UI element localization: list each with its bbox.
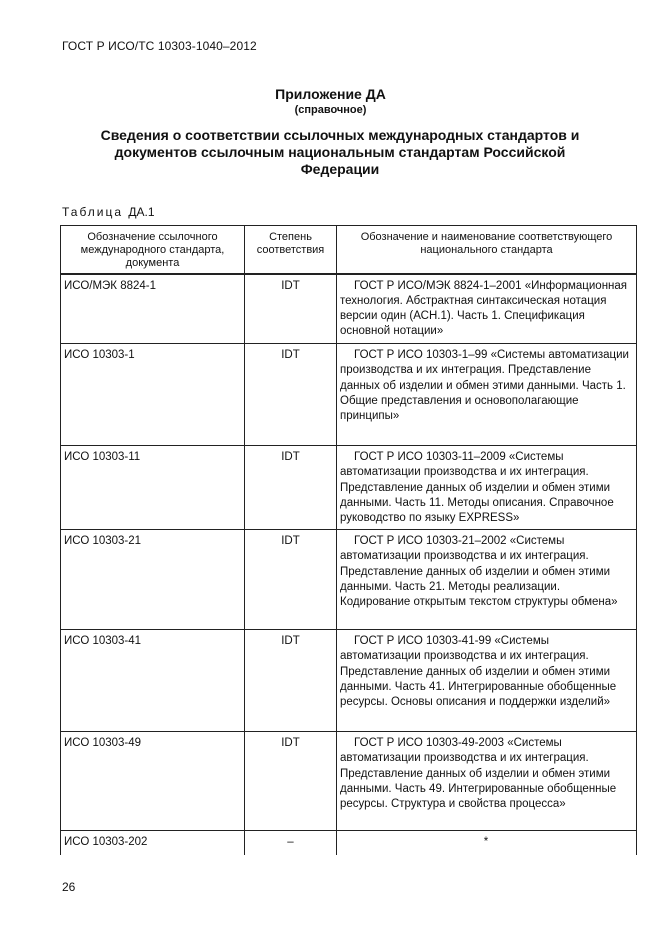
page-number: 26	[62, 880, 76, 894]
table-row	[61, 344, 637, 446]
table-caption-label: Таблица	[62, 205, 124, 219]
national-standard-text: ГОСТ Р ИСО 10303-49-2003 «Системы автоматизации производства и их интеграция. Представление данных об изделии и обмен этими данными. Часть 49. Интегрированные обобщенные ресурсы. Структура и свойства процесса»	[340, 737, 617, 811]
reference-cell: ИСО 10303-11	[61, 446, 245, 530]
degree-cell: IDT	[245, 446, 337, 530]
table-row	[61, 530, 637, 630]
national-standard-cell	[337, 732, 637, 831]
table-row	[61, 274, 637, 344]
national-standard-cell	[337, 344, 637, 446]
national-standard-text: ГОСТ Р ИСО/МЭК 8824-1–2001 «Информационная технология. Абстрактная синтаксическая нотация версии один (АСН.1). Часть 1. Спецификация основной нотации»	[340, 279, 628, 338]
national-standard-cell	[337, 630, 637, 732]
degree-cell: IDT	[245, 630, 337, 732]
column-header-reference: Обозначение ссылочного международного стандарта, документа	[61, 226, 245, 274]
table-row	[61, 446, 637, 530]
degree-cell: –	[245, 831, 337, 855]
appendix-title: Приложение ДА	[275, 86, 386, 102]
appendix-heading: Сведения о соответствии ссылочных международных стандартов и документов ссылочным национальным стандартам Российской Федерации	[100, 127, 580, 177]
reference-cell: ИСО 10303-49	[61, 732, 245, 831]
reference-cell: ИСО 10303-41	[61, 630, 245, 732]
table-row	[61, 630, 637, 732]
national-standard-cell	[337, 446, 637, 530]
reference-cell: ИСО 10303-1	[61, 344, 245, 446]
national-standard-text: ГОСТ Р ИСО 10303-11–2009 «Системы автоматизации производства и их интеграция. Представление данных об изделии и обмен этими данными. Часть 11. Методы описания. Справочное руководство по языку EXPRESS»	[340, 451, 614, 525]
reference-cell: ИСО 10303-202	[61, 831, 245, 855]
table-header-row	[61, 226, 637, 274]
national-standard-text: ГОСТ Р ИСО 10303-41-99 «Системы автоматизации производства и их интеграция. Представление данных об изделии и обмен этими данными. Часть 41. Интегрированные обобщенные ресурсы. Основы описания и поддержки изделий»	[340, 635, 617, 709]
correspondence-table	[60, 225, 637, 855]
national-standard-cell	[337, 274, 637, 344]
reference-cell: ИСО/МЭК 8824-1	[61, 274, 245, 344]
degree-cell: IDT	[245, 530, 337, 630]
reference-cell: ИСО 10303-21	[61, 530, 245, 630]
national-standard-cell: *	[337, 831, 637, 855]
table-row	[61, 732, 637, 831]
table-row	[61, 831, 637, 855]
degree-cell: IDT	[245, 732, 337, 831]
document-id: ГОСТ Р ИСО/ТС 10303-1040–2012	[62, 39, 257, 53]
degree-cell: IDT	[245, 274, 337, 344]
national-standard-cell	[337, 530, 637, 630]
column-header-national: Обозначение и наименование соответствующего национального стандарта	[337, 226, 637, 274]
table-caption	[62, 205, 155, 219]
appendix-note: (справочное)	[294, 104, 367, 116]
national-standard-text: ГОСТ Р ИСО 10303-21–2002 «Системы автоматизации производства и их интеграция. Представление данных об изделии и обмен этими данными. Часть 21. Методы реализации. Кодирование открытым текстом структуры обмена»	[340, 535, 618, 609]
column-header-degree: Степень соответствия	[245, 226, 337, 274]
degree-cell: IDT	[245, 344, 337, 446]
national-standard-text: ГОСТ Р ИСО 10303-1–99 «Системы автоматизации производства и их интеграция. Представление данных об изделии и обмен этими данными. Часть 1. Общие представления и основополагающие принципы»	[340, 349, 629, 423]
table-caption-number: ДА.1	[128, 205, 155, 219]
